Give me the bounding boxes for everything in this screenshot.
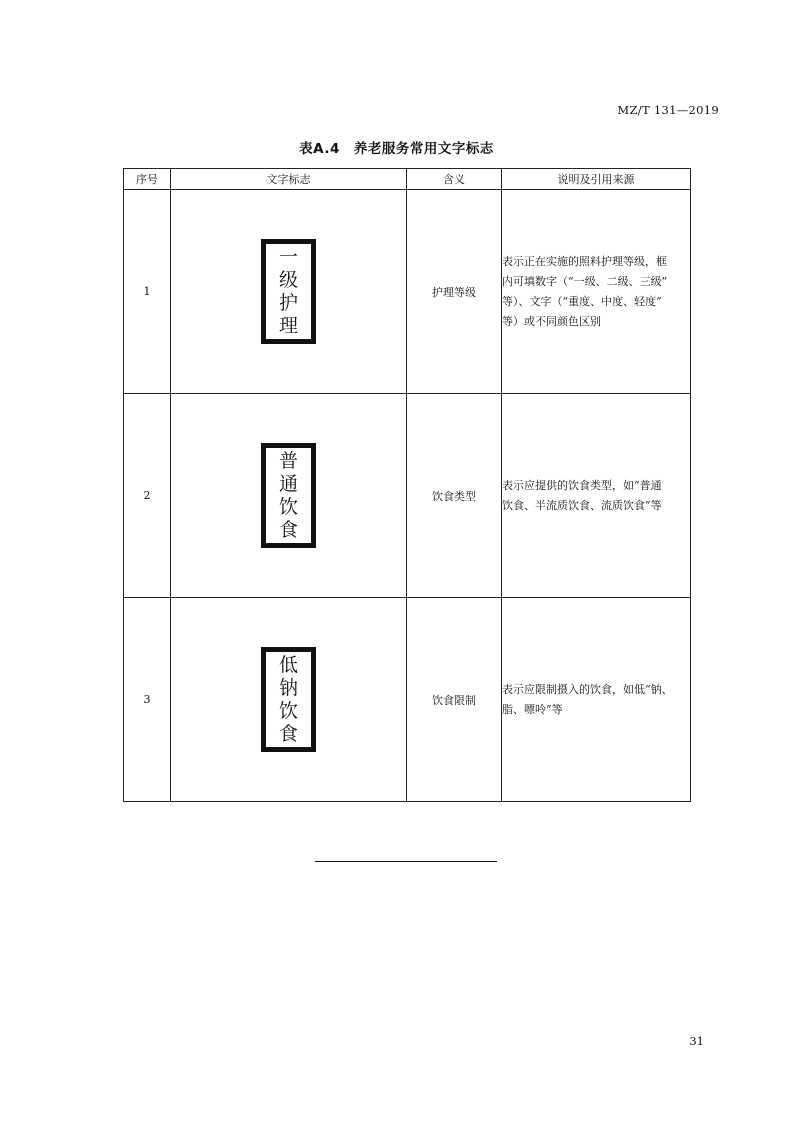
sign-cell <box>171 598 407 802</box>
text-sign <box>261 239 316 344</box>
meaning-cell: 饮食限制 <box>407 598 502 802</box>
description-line: 表示应限制摄入的饮食，如低“钠、 <box>502 682 673 696</box>
sign-char: 食 <box>278 722 298 745</box>
column-header-description: 说明及引用来源 <box>502 169 691 190</box>
sign-char: 一 <box>278 245 298 268</box>
table-title-text: 养老服务常用文字标志 <box>353 141 494 157</box>
description-line: 饮食、半流质饮食、流质饮食”等 <box>502 498 662 512</box>
text-sign <box>261 443 316 548</box>
table-row <box>124 394 691 598</box>
description-line: 表示应提供的饮食类型，如“普通 <box>502 478 662 492</box>
table-title <box>0 137 793 157</box>
description-line: 表示正在实施的照料护理等级，框 <box>502 254 667 268</box>
description-line: 等）、文字（“重度、中度、轻度” <box>502 294 662 308</box>
description-cell <box>502 394 691 598</box>
sign-char: 饮 <box>278 495 298 518</box>
description-line: 等）或不同颜色区别 <box>502 314 601 328</box>
description-line: 脂、嘌呤”等 <box>502 702 563 716</box>
row-number: 3 <box>124 598 171 802</box>
meaning-cell: 护理等级 <box>407 190 502 394</box>
row-number: 1 <box>124 190 171 394</box>
meaning-cell: 饮食类型 <box>407 394 502 598</box>
sign-char: 普 <box>278 449 298 472</box>
page-number: 31 <box>689 1034 704 1048</box>
column-header-num: 序号 <box>124 169 171 190</box>
sign-cell <box>171 394 407 598</box>
description-line: 内可填数字（“一级、二级、三级” <box>502 274 668 288</box>
end-of-section-rule <box>315 861 497 862</box>
description-cell <box>502 190 691 394</box>
row-number: 2 <box>124 394 171 598</box>
sign-cell <box>171 190 407 394</box>
sign-char: 钠 <box>278 676 298 699</box>
column-header-sign: 文字标志 <box>171 169 407 190</box>
table-row <box>124 190 691 394</box>
sign-char: 护 <box>278 291 298 314</box>
sign-char: 食 <box>278 518 298 541</box>
sign-char: 低 <box>278 653 298 676</box>
text-sign <box>261 647 316 752</box>
sign-char: 理 <box>278 314 298 337</box>
sign-char: 通 <box>278 472 298 495</box>
sign-char: 级 <box>278 268 298 291</box>
signs-table <box>123 168 691 802</box>
table-header-row <box>124 169 691 190</box>
table-title-label: 表A.4 <box>299 141 340 157</box>
table-row <box>124 598 691 802</box>
document-code: MZ/T 131—2019 <box>617 103 719 117</box>
description-cell <box>502 598 691 802</box>
sign-char: 饮 <box>278 699 298 722</box>
column-header-meaning: 含义 <box>407 169 502 190</box>
